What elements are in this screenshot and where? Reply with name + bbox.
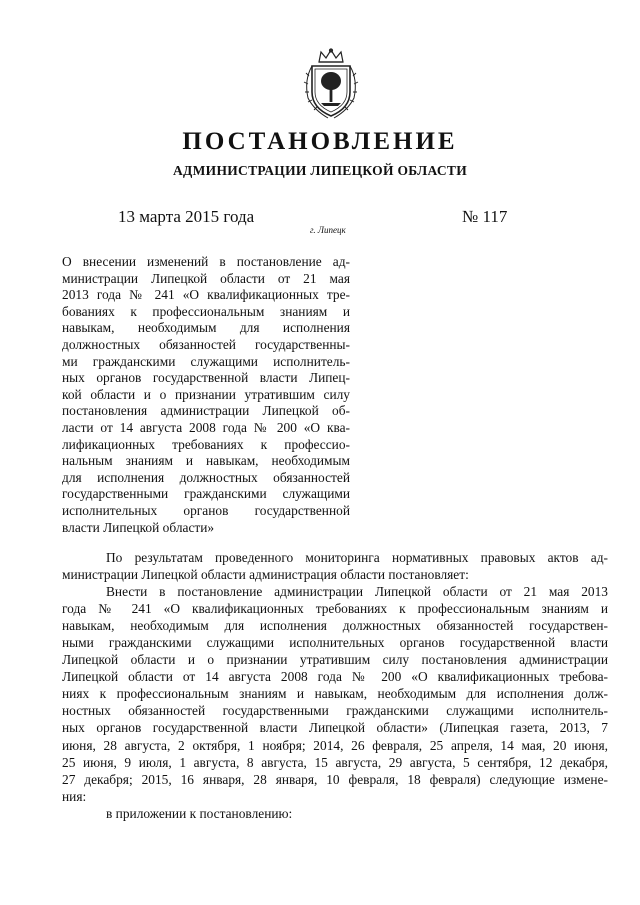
summary-line: постановления администрации Липецкой об- bbox=[62, 403, 350, 419]
document-body bbox=[62, 549, 608, 822]
document-number: № 117 bbox=[462, 207, 508, 226]
document-city: г. Липецк bbox=[310, 225, 346, 235]
body-line: По результатам проведенного мониторинга нормативных правовых актов ад- bbox=[106, 550, 608, 565]
summary-line: для исполнения должностных обязанностей bbox=[62, 469, 350, 485]
coat-of-arms-icon bbox=[302, 48, 360, 120]
summary-line: власти Липецкой области» bbox=[62, 519, 215, 535]
summary-line: О внесении изменений в постановление ад- bbox=[62, 254, 350, 269]
document-date: 13 марта 2015 года bbox=[118, 207, 255, 226]
summary-line: министрации Липецкой области от 21 мая bbox=[62, 270, 350, 286]
body-line: 27 декабря; 2015, 16 января, 28 января, 10 февраля, 18 февраля) следующие измене- bbox=[62, 771, 608, 787]
body-line: ния: bbox=[62, 788, 87, 804]
summary-line: кой области и о признании утратившим силу bbox=[62, 386, 350, 402]
summary-line: ных органов государственной власти Липец- bbox=[62, 370, 350, 386]
summary-line: ми гражданскими служащими исполнитель- bbox=[62, 353, 350, 369]
body-line: министрации Липецкой области администрация области постановляет: bbox=[62, 567, 469, 583]
body-line: июня, 28 августа, 2 октября, 1 ноября; 2014, 26 февраля, 25 апреля, 14 мая, 20 июня, bbox=[62, 737, 608, 753]
body-line: года № 241 «О квалификационных требованиях к профессиональным знаниям и bbox=[62, 601, 608, 617]
body-line: ниях к профессиональным знаниям и навыкам, необходимым для исполнения долж- bbox=[62, 686, 608, 702]
summary-line: лификационных требованиях к профессио- bbox=[62, 436, 350, 452]
summary-line: ласти от 14 августа 2008 года № 200 «О ква- bbox=[62, 419, 350, 435]
body-line: навыкам, необходимым для исполнения должностных обязанностей государствен- bbox=[62, 618, 608, 634]
body-line: Липецкой области и о признании утратившим силу постановления администрации bbox=[62, 652, 608, 668]
body-line: ных органов государственной власти Липецкой области» (Липецкая газета, 2013, 7 bbox=[62, 720, 608, 736]
summary-line: нальным знаниям и навыкам, необходимым bbox=[62, 453, 350, 469]
body-line: ностных обязанностей государственными гражданскими служащими исполнитель- bbox=[62, 703, 608, 719]
body-line: в приложении к постановлению: bbox=[106, 805, 293, 821]
body-line: 25 июня, 9 июля, 1 августа, 8 августа, 15 августа, 29 августа, 5 сентября, 12 декабря, bbox=[62, 754, 608, 770]
summary-line: исполнительных органов государственной bbox=[62, 502, 350, 518]
summary-line: 2013 года № 241 «О квалификационных тре- bbox=[62, 287, 350, 303]
summary-line: должностных обязанностей государственны- bbox=[62, 336, 350, 352]
document-title: ПОСТАНОВЛЕНИЕ bbox=[182, 128, 458, 155]
document-summary bbox=[62, 254, 350, 536]
document-subtitle: АДМИНИСТРАЦИИ ЛИПЕЦКОЙ ОБЛАСТИ bbox=[172, 163, 468, 178]
summary-line: государственными гражданскими служащими bbox=[62, 486, 350, 502]
summary-line: бованиях к профессиональным знаниям и bbox=[62, 303, 350, 319]
body-line: Внести в постановление администрации Липецкой области от 21 мая 2013 bbox=[106, 584, 608, 600]
body-line: Липецкой области от 14 августа 2008 года № 200 «О квалификационных требова- bbox=[62, 669, 608, 685]
summary-line: навыкам, необходимым для исполнения bbox=[62, 320, 350, 336]
body-line: ными гражданскими служащими исполнительных органов государственной власти bbox=[62, 635, 608, 651]
